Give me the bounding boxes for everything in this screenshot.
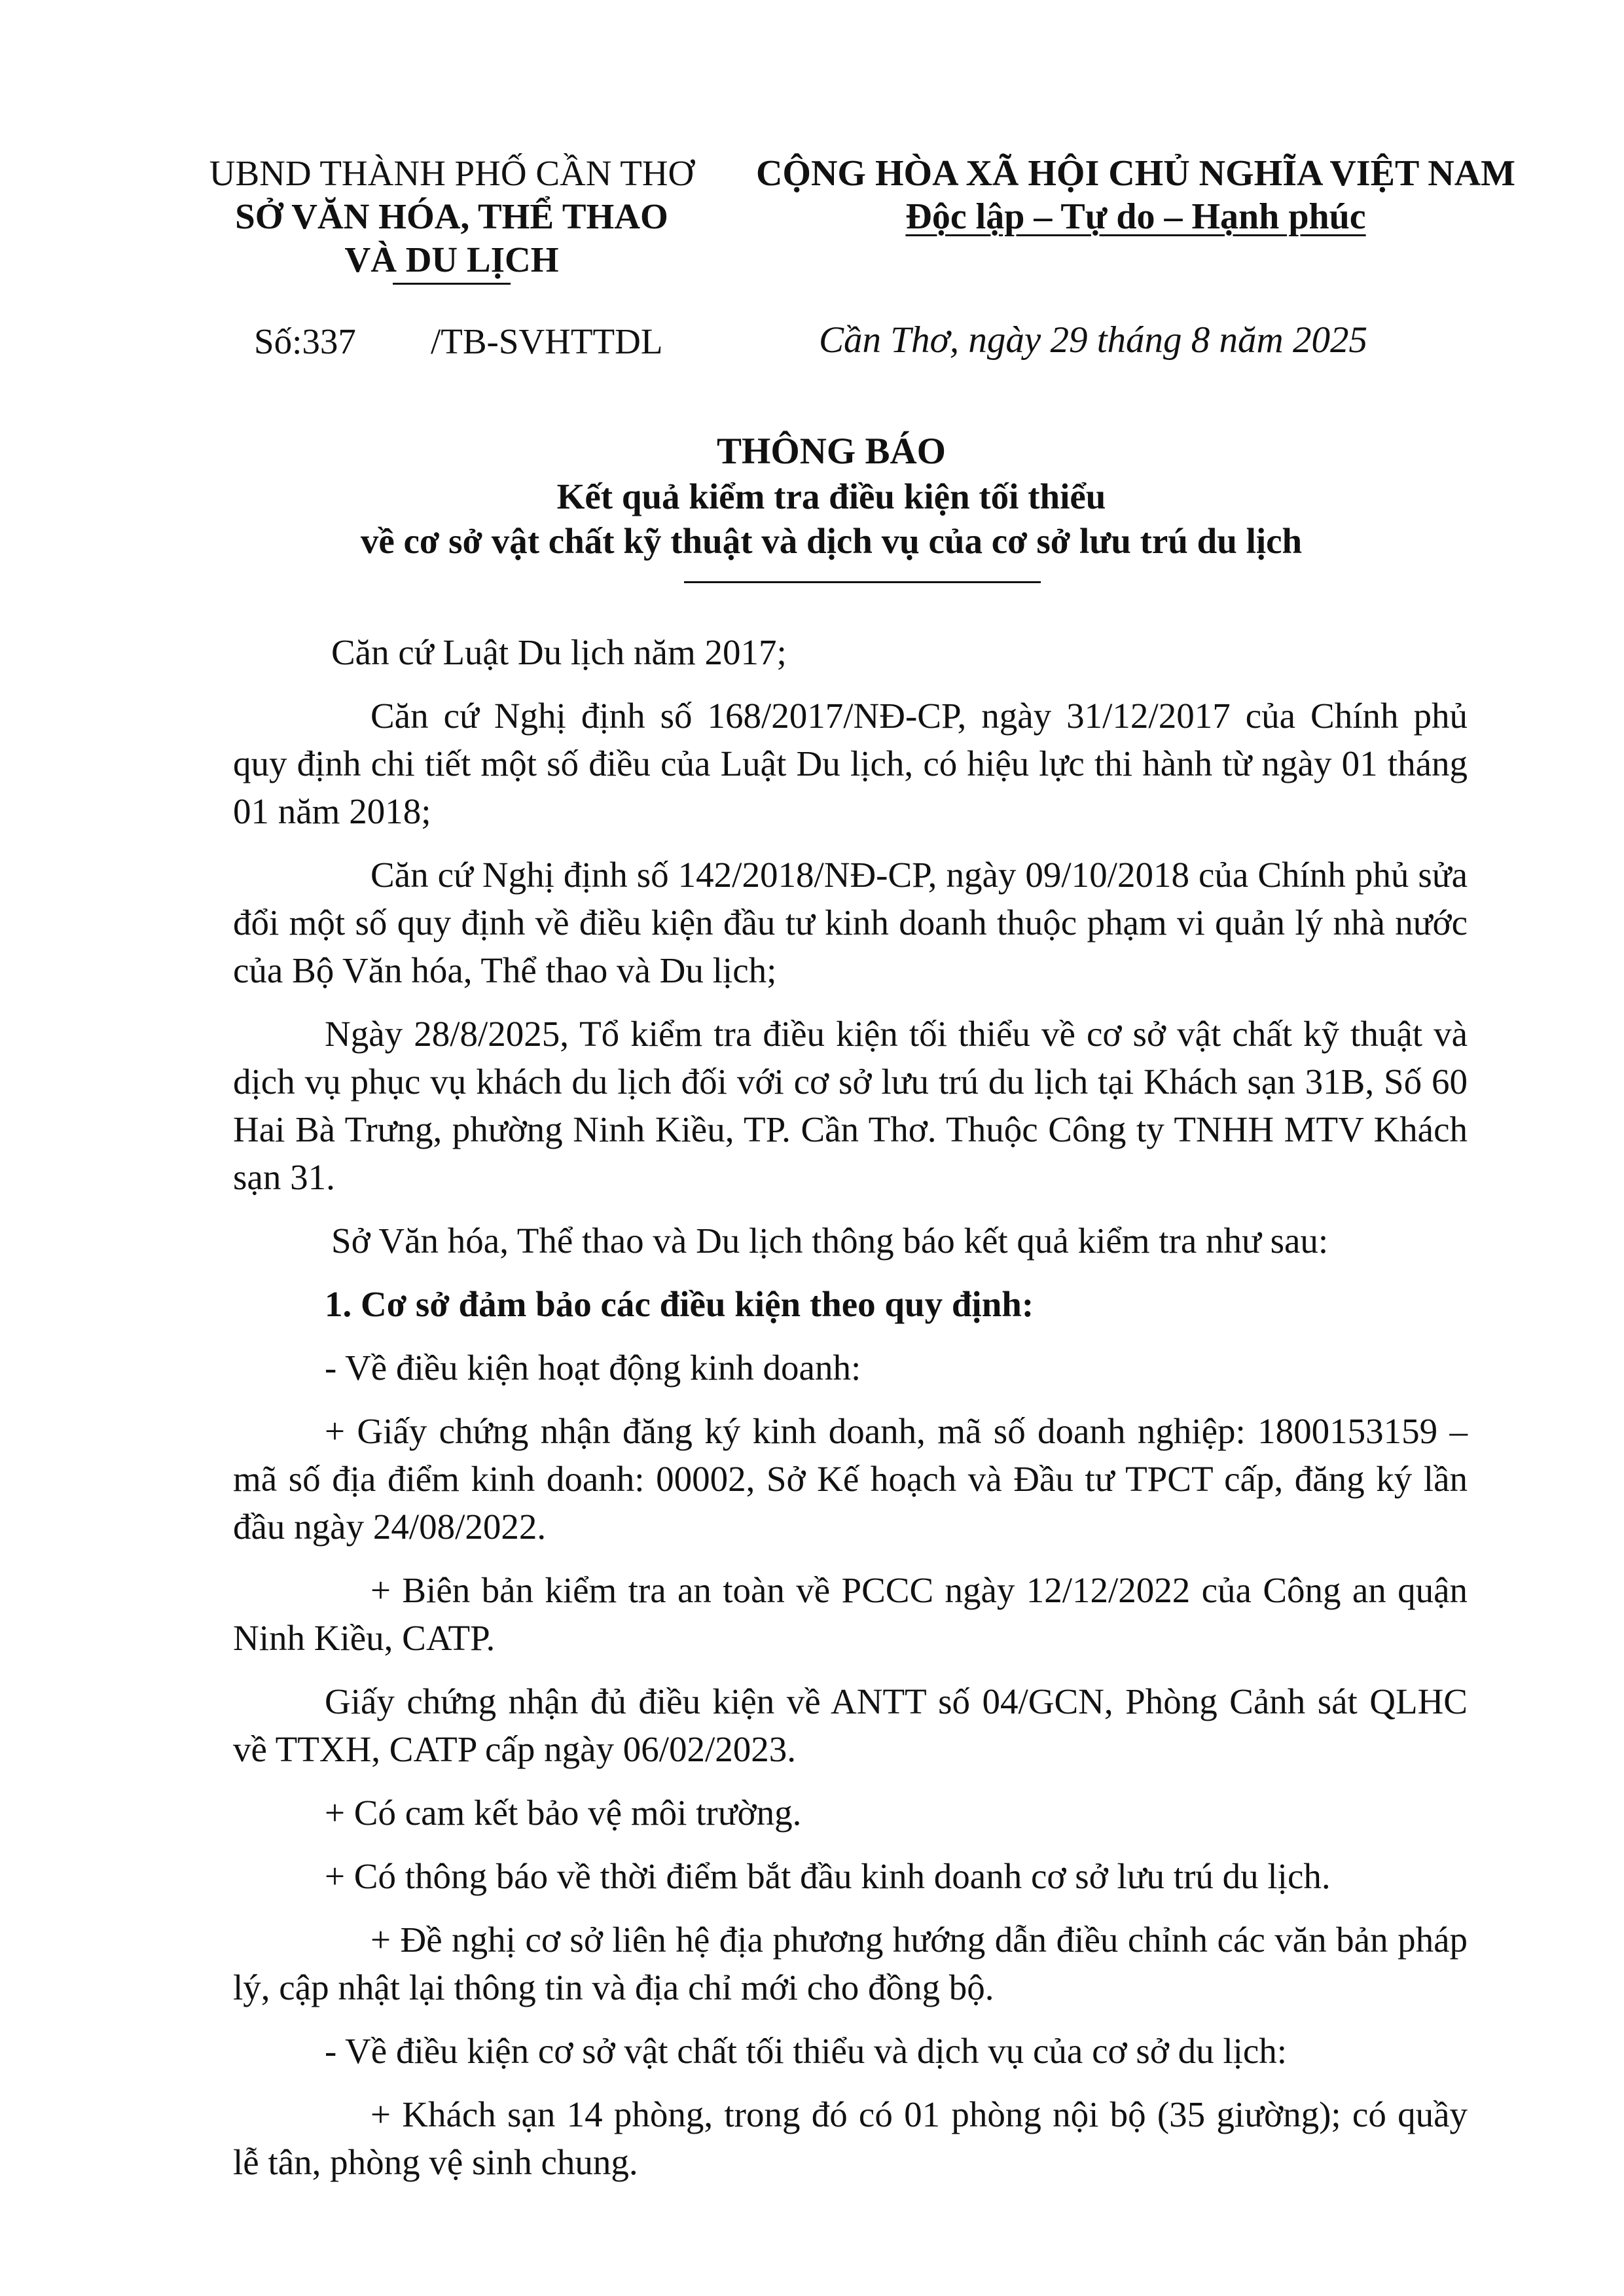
paragraph-legal-basis-2: Căn cứ Nghị định số 168/2017/NĐ-CP, ngày 31/12/2017 của Chính phủ quy định chi tiết một số điều của Luật Du lịch, có hiệu lực thi hành từ ngày 01 tháng 01 năm 2018;	[233, 696, 1468, 831]
place-and-date: Cần Thơ, ngày 29 tháng 8 năm 2025	[819, 319, 1367, 361]
document-title-line2: về cơ sở vật chất kỹ thuật và dịch vụ của cơ sở lưu trú du lịch	[360, 521, 1303, 561]
paragraph-fire-safety: + Biên bản kiểm tra an toàn về PCCC ngày 12/12/2022 của Công an quận Ninh Kiều, CATP.	[233, 1570, 1468, 1658]
paragraph-announcement: Sở Văn hóa, Thể thao và Du lịch thông báo kết quả kiểm tra như sau:	[331, 1221, 1329, 1261]
section-heading-1: 1. Cơ sở đảm bảo các điều kiện theo quy định:	[325, 1284, 1034, 1324]
agency-underline	[393, 283, 511, 285]
agency-name-line2: VÀ DU LỊCH	[344, 240, 559, 279]
paragraph-start-notice: + Có thông báo về thời điểm bắt đầu kinh doanh cơ sở lưu trú du lịch.	[325, 1856, 1331, 1896]
document-number	[254, 321, 662, 362]
document-type-heading: THÔNG BÁO	[717, 431, 946, 472]
document-title-line1: Kết quả kiểm tra điều kiện tối thiểu	[556, 476, 1106, 516]
parent-agency: UBND THÀNH PHỐ CẦN THƠ	[209, 153, 695, 193]
national-motto: Độc lập – Tự do – Hạnh phúc	[905, 196, 1366, 237]
document-number-suffix: /TB-SVHTTDL	[431, 321, 663, 361]
document-number-prefix: Số:337	[254, 321, 356, 361]
paragraph-inspection: Ngày 28/8/2025, Tổ kiểm tra điều kiện tối thiểu về cơ sở vật chất kỹ thuật và dịch vụ phục vụ khách du lịch đối với cơ sở lưu trú du lịch tại Khách sạn 31B, Số 60 Hai Bà Trưng, phường Ninh Kiều, TP. Cần Thơ. Thuộc Công ty TNHH MTV Khách sạn 31.	[233, 1014, 1468, 1197]
paragraph-facility-conditions: - Về điều kiện cơ sở vật chất tối thiểu và dịch vụ của cơ sở du lịch:	[325, 2031, 1288, 2071]
paragraph-legal-basis-3: Căn cứ Nghị định số 142/2018/NĐ-CP, ngày 09/10/2018 của Chính phủ sửa đổi một số quy định về điều kiện đầu tư kinh doanh thuộc phạm vi quản lý nhà nước của Bộ Văn hóa, Thể thao và Du lịch;	[233, 855, 1468, 990]
paragraph-legal-basis-1: Căn cứ Luật Du lịch năm 2017;	[331, 632, 787, 672]
paragraph-environment: + Có cam kết bảo vệ môi trường.	[325, 1793, 802, 1833]
title-underline	[684, 581, 1041, 583]
document-body	[233, 628, 1468, 2202]
paragraph-recommendation: + Đề nghị cơ sở liên hệ địa phương hướng dẫn điều chỉnh các văn bản pháp lý, cập nhật lại thông tin và địa chỉ mới cho đồng bộ.	[233, 1920, 1468, 2007]
nation-title: CỘNG HÒA XÃ HỘI CHỦ NGHĨA VIỆT NAM	[755, 153, 1516, 194]
national-header-block	[753, 152, 1519, 238]
paragraph-rooms: + Khách sạn 14 phòng, trong đó có 01 phòng nội bộ (35 giường); có quầy lễ tân, phòng vệ sinh chung.	[233, 2094, 1468, 2182]
paragraph-security-certificate: Giấy chứng nhận đủ điều kiện về ANTT số 04/GCN, Phòng Cảnh sát QLHC về TTXH, CATP cấp ngày 06/02/2023.	[233, 1681, 1468, 1769]
issuing-agency-block	[196, 152, 707, 281]
agency-name-line1: SỞ VĂN HÓA, THỂ THAO	[235, 196, 668, 236]
document-title-block	[196, 429, 1466, 564]
paragraph-business-conditions: - Về điều kiện hoạt động kinh doanh:	[325, 1348, 861, 1388]
paragraph-business-registration: + Giấy chứng nhận đăng ký kinh doanh, mã số doanh nghiệp: 1800153159 – mã số địa điểm kinh doanh: 00002, Sở Kế hoạch và Đầu tư TPCT cấp, đăng ký lần đầu ngày 24/08/2022.	[233, 1411, 1468, 1547]
